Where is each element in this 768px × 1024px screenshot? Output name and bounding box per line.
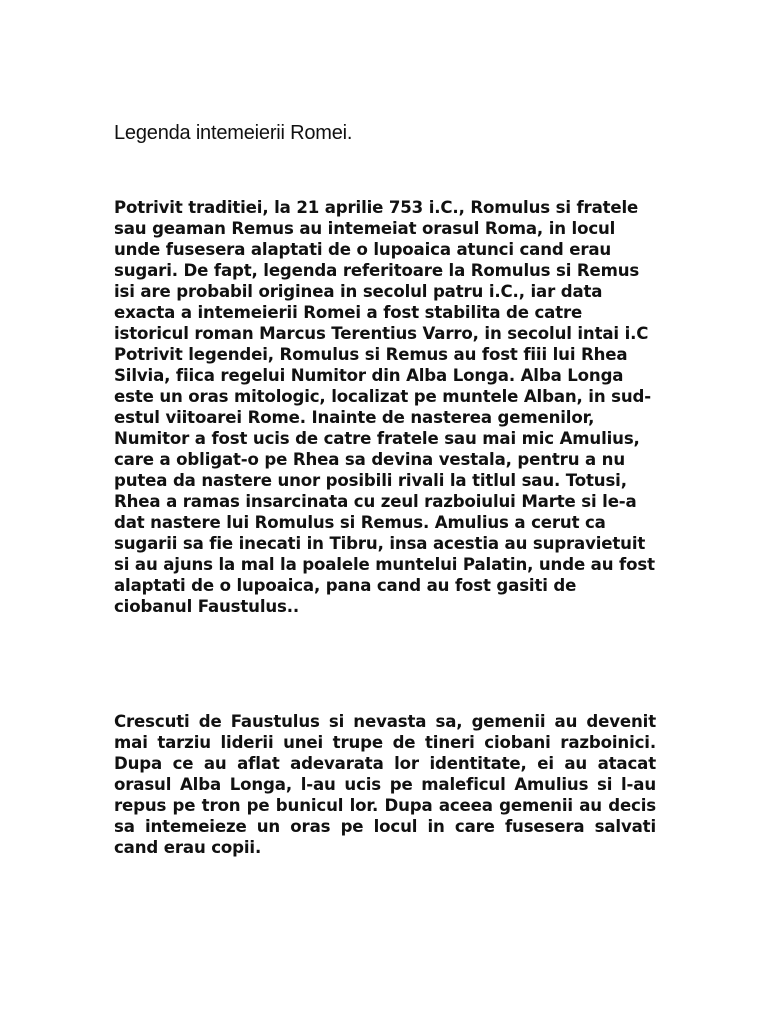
text-block-2: [114, 711, 656, 858]
paragraph-1: Potrivit traditiei, la 21 aprilie 753 i.C., Romulus si fratele sau geaman Remus au intemeiat orasul Roma, in locul unde fusesera alaptati de o lupoaica atunci cand erau sugari. De fapt, legenda referitoare la Romulus si Remus isi are probabil originea in secolul patru i.C., iar data exacta a intemeierii Romei a fost stabilita de catre istoricul roman Marcus Terentius Varro, in secolul intai i.C: [114, 198, 649, 343]
paragraph-3: Crescuti de Faustulus si nevasta sa, gemenii au devenit mai tarziu liderii unei trupe de tineri ciobani razboinici. Dupa ce au aflat adevarata lor identitate, ei au atacat orasul Alba Longa, l-au ucis pe maleficul Amulius si l-au repus pe tron pe bunicul lor. Dupa aceea gemenii au decis sa intemeieze un oras pe locul in care fusesera salvati cand erau copii.: [114, 712, 656, 857]
document-title: Legenda intemeierii Romei.: [114, 122, 353, 144]
paragraph-2: Potrivit legendei, Romulus si Remus au fost fiii lui Rhea Silvia, fiica regelui Numitor din Alba Longa. Alba Longa este un oras mitologic, localizat pe muntele Alban, in sud-estul viitoarei Rome. Inainte de nasterea gemenilor, Numitor a fost ucis de catre fratele sau mai mic Amulius, care a obligat-o pe Rhea sa devina vestala, pentru a nu putea da nastere unor posibili rivali la titlul sau. Totusi, Rhea a ramas insarcinata cu zeul razboiului Marte si le-a dat nastere lui Romulus si Remus. Amulius a cerut ca sugarii sa fie inecati in Tibru, insa acestia au supravietuit si au ajuns la mal la poalele muntelui Palatin, unde au fost alaptati de o lupoaica, pana cand au fost gasiti de ciobanul Faustulus..: [114, 345, 655, 616]
text-block-1: [114, 197, 656, 617]
